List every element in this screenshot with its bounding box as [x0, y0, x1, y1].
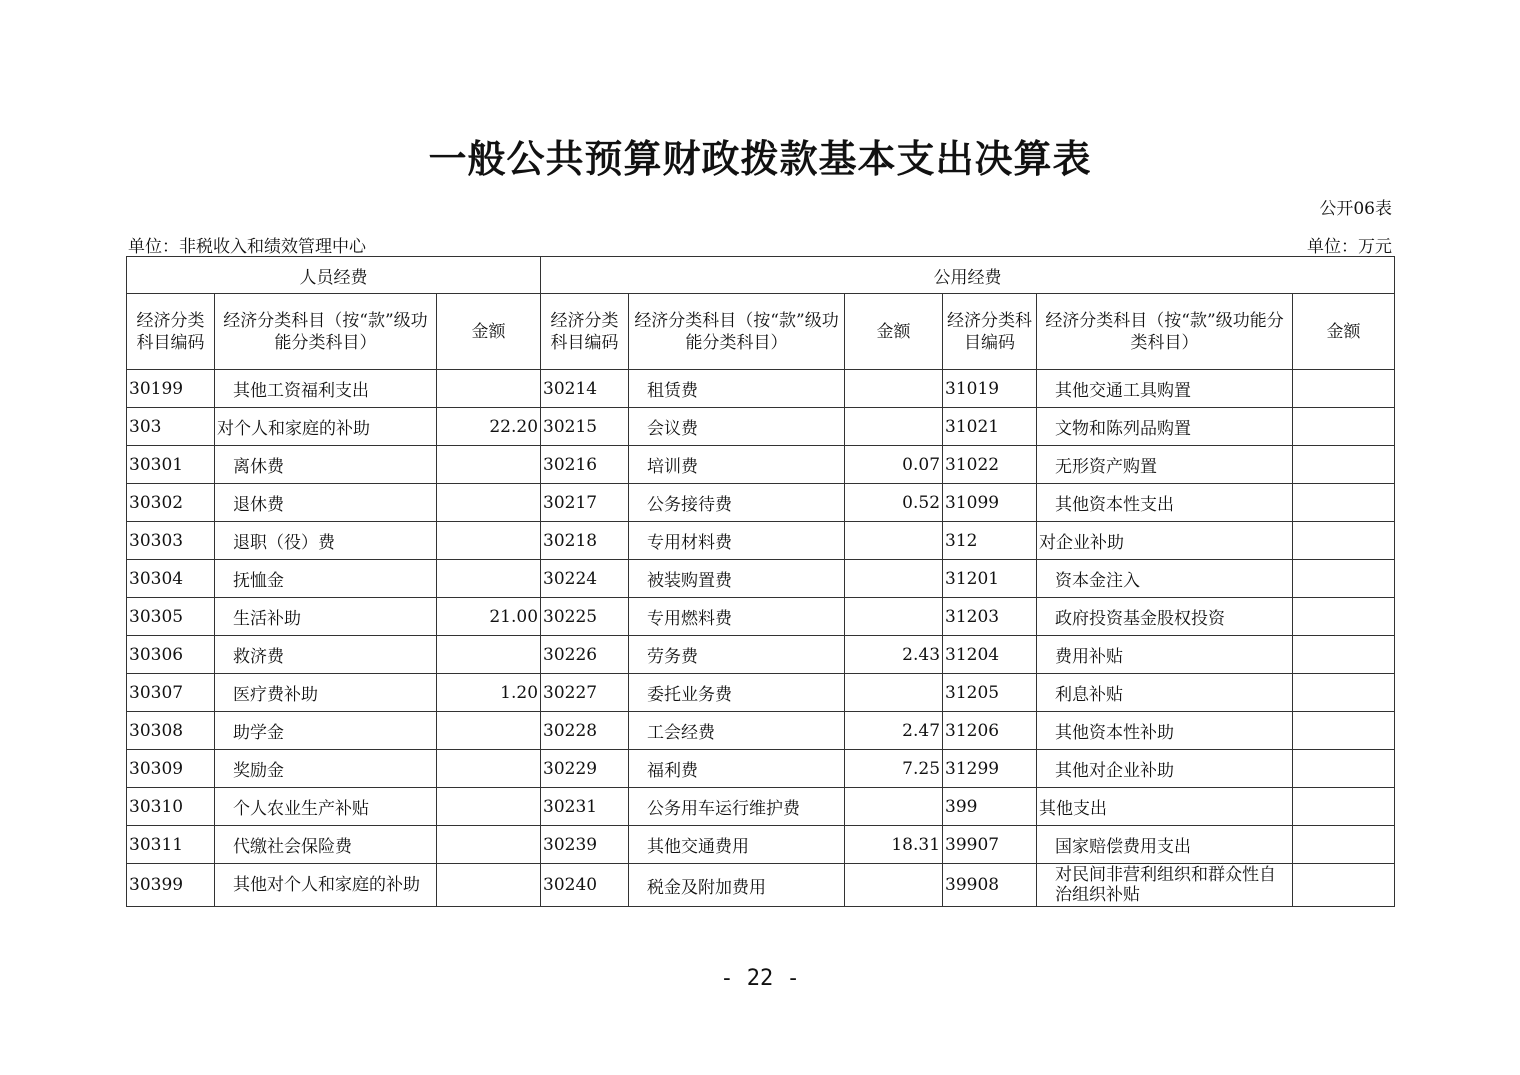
header-code: 经济分类科目编码 — [943, 294, 1037, 370]
amount-cell — [845, 522, 943, 560]
amount-cell — [845, 788, 943, 826]
name-cell: 无形资产购置 — [1037, 446, 1293, 484]
code-cell: 31201 — [943, 560, 1037, 598]
amount-cell — [437, 712, 541, 750]
code-cell: 30229 — [541, 750, 629, 788]
name-cell: 费用补贴 — [1037, 636, 1293, 674]
header-name: 经济分类科目（按“款”级功能分类科目） — [1037, 294, 1293, 370]
amount-cell — [1293, 674, 1395, 712]
code-cell: 30399 — [127, 864, 215, 907]
group-header-row — [127, 257, 1395, 294]
group-public: 公用经费 — [541, 257, 1395, 294]
amount-cell: 21.00 — [437, 598, 541, 636]
table-row — [127, 712, 1395, 750]
code-cell: 30302 — [127, 484, 215, 522]
amount-cell — [437, 484, 541, 522]
code-cell: 30226 — [541, 636, 629, 674]
amount-cell — [1293, 484, 1395, 522]
table-row — [127, 636, 1395, 674]
name-cell: 其他对个人和家庭的补助 — [215, 864, 437, 907]
name-cell: 被装购置费 — [629, 560, 845, 598]
amount-cell: 7.25 — [845, 750, 943, 788]
amount-cell: 2.43 — [845, 636, 943, 674]
amount-cell — [437, 446, 541, 484]
currency-unit: 单位：万元 — [1307, 237, 1392, 257]
code-cell: 30228 — [541, 712, 629, 750]
code-cell: 30310 — [127, 788, 215, 826]
amount-cell — [1293, 636, 1395, 674]
name-cell: 退职（役）费 — [215, 522, 437, 560]
code-cell: 312 — [943, 522, 1037, 560]
header-name: 经济分类科目（按“款”级功能分类科目） — [629, 294, 845, 370]
amount-cell — [437, 522, 541, 560]
code-cell: 31022 — [943, 446, 1037, 484]
amount-cell: 1.20 — [437, 674, 541, 712]
amount-cell — [1293, 864, 1395, 907]
name-cell: 其他对企业补助 — [1037, 750, 1293, 788]
code-cell: 31021 — [943, 408, 1037, 446]
amount-cell — [1293, 750, 1395, 788]
amount-cell: 22.20 — [437, 408, 541, 446]
name-cell: 公务用车运行维护费 — [629, 788, 845, 826]
table-row — [127, 522, 1395, 560]
table-row — [127, 750, 1395, 788]
amount-cell — [845, 370, 943, 408]
name-cell: 其他交通费用 — [629, 826, 845, 864]
code-cell: 303 — [127, 408, 215, 446]
name-cell: 税金及附加费用 — [629, 864, 845, 907]
amount-cell: 0.52 — [845, 484, 943, 522]
name-cell: 其他资本性支出 — [1037, 484, 1293, 522]
name-cell: 政府投资基金股权投资 — [1037, 598, 1293, 636]
name-cell: 其他工资福利支出 — [215, 370, 437, 408]
name-cell: 医疗费补助 — [215, 674, 437, 712]
name-cell: 其他支出 — [1037, 788, 1293, 826]
amount-cell — [1293, 826, 1395, 864]
code-cell: 31206 — [943, 712, 1037, 750]
name-cell: 委托业务费 — [629, 674, 845, 712]
code-cell: 30215 — [541, 408, 629, 446]
form-number: 公开06表 — [1319, 199, 1392, 219]
code-cell: 30217 — [541, 484, 629, 522]
name-cell: 助学金 — [215, 712, 437, 750]
amount-cell — [1293, 370, 1395, 408]
code-cell: 30240 — [541, 864, 629, 907]
amount-cell — [1293, 560, 1395, 598]
table-row — [127, 826, 1395, 864]
code-cell: 30231 — [541, 788, 629, 826]
code-cell: 30224 — [541, 560, 629, 598]
code-cell: 30227 — [541, 674, 629, 712]
code-cell: 30301 — [127, 446, 215, 484]
code-cell: 30303 — [127, 522, 215, 560]
header-name: 经济分类科目（按“款”级功能分类科目） — [215, 294, 437, 370]
amount-cell — [1293, 598, 1395, 636]
amount-cell — [437, 370, 541, 408]
name-cell: 专用燃料费 — [629, 598, 845, 636]
name-cell: 公务接待费 — [629, 484, 845, 522]
code-cell: 31099 — [943, 484, 1037, 522]
name-cell: 奖励金 — [215, 750, 437, 788]
amount-cell — [1293, 522, 1395, 560]
header-amount: 金额 — [437, 294, 541, 370]
amount-cell — [437, 788, 541, 826]
name-cell: 利息补贴 — [1037, 674, 1293, 712]
table-row — [127, 598, 1395, 636]
name-cell: 代缴社会保险费 — [215, 826, 437, 864]
name-cell: 其他资本性补助 — [1037, 712, 1293, 750]
name-cell: 会议费 — [629, 408, 845, 446]
name-cell: 个人农业生产补贴 — [215, 788, 437, 826]
name-cell: 退休费 — [215, 484, 437, 522]
page-number: - 22 - — [720, 966, 800, 991]
code-cell: 30214 — [541, 370, 629, 408]
amount-cell: 2.47 — [845, 712, 943, 750]
table-row — [127, 788, 1395, 826]
amount-cell — [437, 826, 541, 864]
table-row — [127, 560, 1395, 598]
page-title: 一般公共预算财政拨款基本支出决算表 — [428, 137, 1092, 181]
header-amount: 金额 — [1293, 294, 1395, 370]
code-cell: 399 — [943, 788, 1037, 826]
amount-cell — [437, 750, 541, 788]
code-cell: 30216 — [541, 446, 629, 484]
name-cell: 离休费 — [215, 446, 437, 484]
amount-cell — [845, 598, 943, 636]
name-cell: 培训费 — [629, 446, 845, 484]
name-cell: 国家赔偿费用支出 — [1037, 826, 1293, 864]
code-cell: 30311 — [127, 826, 215, 864]
amount-cell — [1293, 446, 1395, 484]
code-cell: 31203 — [943, 598, 1037, 636]
table-row — [127, 484, 1395, 522]
organization-unit: 单位：非税收入和绩效管理中心 — [128, 237, 366, 257]
name-cell: 工会经费 — [629, 712, 845, 750]
amount-cell — [845, 408, 943, 446]
name-cell: 抚恤金 — [215, 560, 437, 598]
amount-cell: 18.31 — [845, 826, 943, 864]
code-cell: 31019 — [943, 370, 1037, 408]
name-cell: 对企业补助 — [1037, 522, 1293, 560]
expenditure-table — [126, 256, 1395, 907]
amount-cell — [845, 864, 943, 907]
name-cell: 福利费 — [629, 750, 845, 788]
code-cell: 39907 — [943, 826, 1037, 864]
name-cell: 劳务费 — [629, 636, 845, 674]
code-cell: 31205 — [943, 674, 1037, 712]
name-cell: 文物和陈列品购置 — [1037, 408, 1293, 446]
amount-cell — [1293, 408, 1395, 446]
amount-cell — [845, 560, 943, 598]
code-cell: 30239 — [541, 826, 629, 864]
code-cell: 30306 — [127, 636, 215, 674]
table-row — [127, 408, 1395, 446]
amount-cell: 0.07 — [845, 446, 943, 484]
name-cell: 资本金注入 — [1037, 560, 1293, 598]
name-cell: 救济费 — [215, 636, 437, 674]
name-cell: 专用材料费 — [629, 522, 845, 560]
name-cell: 其他交通工具购置 — [1037, 370, 1293, 408]
code-cell: 39908 — [943, 864, 1037, 907]
code-cell: 30308 — [127, 712, 215, 750]
code-cell: 30199 — [127, 370, 215, 408]
code-cell: 31299 — [943, 750, 1037, 788]
code-cell: 30307 — [127, 674, 215, 712]
name-cell: 对个人和家庭的补助 — [215, 408, 437, 446]
header-amount: 金额 — [845, 294, 943, 370]
group-personnel: 人员经费 — [127, 257, 541, 294]
amount-cell — [437, 560, 541, 598]
table-row — [127, 674, 1395, 712]
amount-cell — [437, 636, 541, 674]
amount-cell — [437, 864, 541, 907]
amount-cell — [1293, 712, 1395, 750]
amount-cell — [1293, 788, 1395, 826]
table-row — [127, 370, 1395, 408]
code-cell: 30225 — [541, 598, 629, 636]
name-cell: 对民间非营利组织和群众性自治组织补贴 — [1037, 864, 1293, 907]
code-cell: 30309 — [127, 750, 215, 788]
code-cell: 30218 — [541, 522, 629, 560]
table-row — [127, 864, 1395, 907]
code-cell: 31204 — [943, 636, 1037, 674]
name-cell: 租赁费 — [629, 370, 845, 408]
code-cell: 30305 — [127, 598, 215, 636]
amount-cell — [845, 674, 943, 712]
header-code: 经济分类科目编码 — [127, 294, 215, 370]
name-cell: 生活补助 — [215, 598, 437, 636]
column-header-row — [127, 294, 1395, 370]
table-row — [127, 446, 1395, 484]
code-cell: 30304 — [127, 560, 215, 598]
header-code: 经济分类科目编码 — [541, 294, 629, 370]
